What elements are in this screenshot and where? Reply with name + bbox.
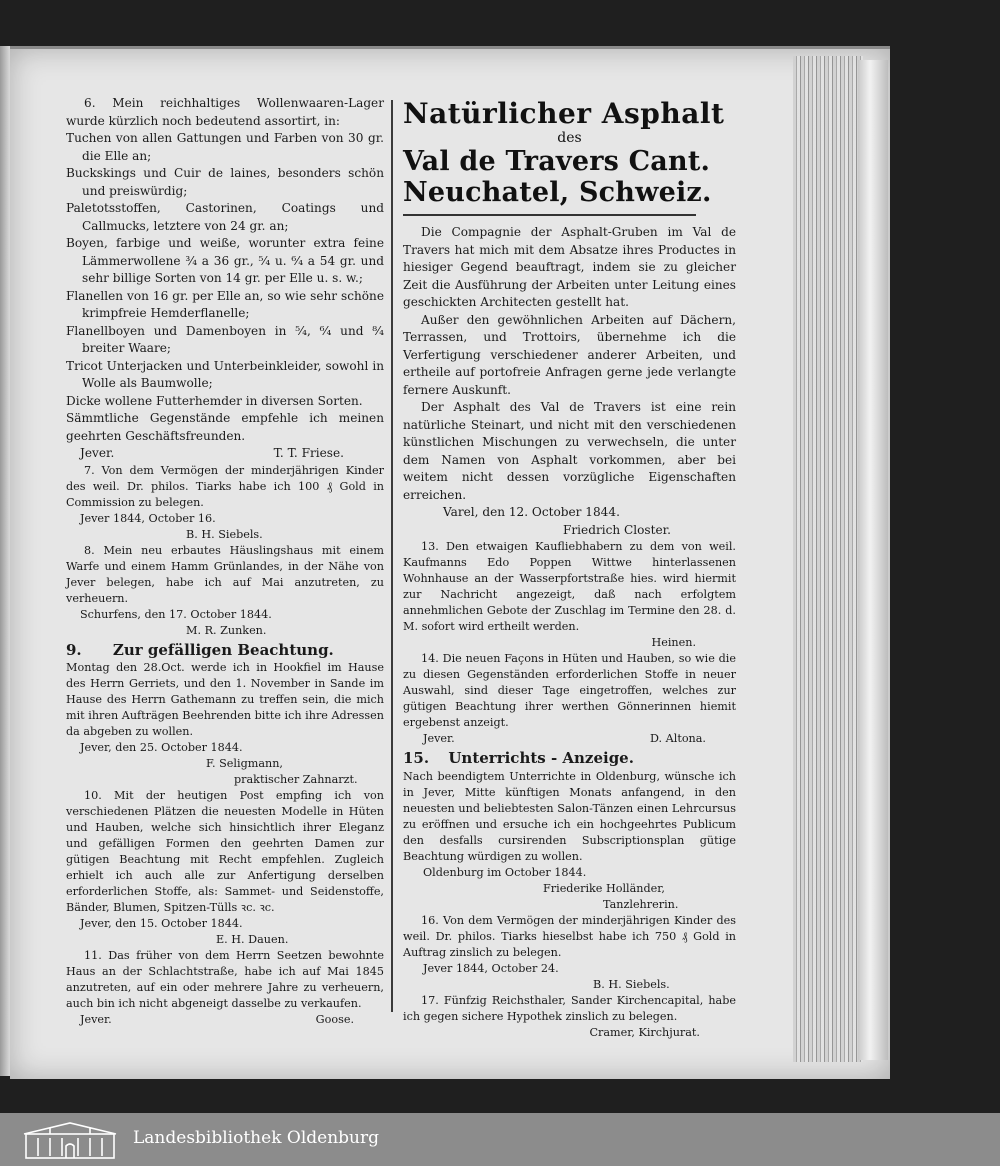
ad-15-signature: Friederike Holländer, [543, 881, 665, 895]
ad-15-title-line: Tanzlehrerin. [603, 897, 679, 911]
library-building-icon[interactable] [20, 1120, 120, 1160]
ad-11-place: Jever. [80, 1013, 112, 1026]
ad-15-title: Unterrichts - Anzeige. [448, 749, 634, 767]
ad-16-date: Jever 1844, October 24. [423, 961, 559, 975]
asphalt-title-line-3: Neuchatel, Schweiz. [403, 177, 712, 208]
ad-6-intro: 6. Mein reichhaltiges Wollenwaaren-Lager wurde kürzlich noch bedeutend assortirt, in: [66, 96, 384, 128]
ad-8-text: 8. Mein neu erbautes Häuslingshaus mit einem Warfe und einem Hamm Grünlandes, in der Nähe von Jever belegen, habe ich auf Mai anzutreten, zu verheuern. [66, 543, 384, 605]
ad-15-heading [403, 750, 736, 768]
ad-14-place: Jever. [423, 732, 455, 745]
ad-11-text: 11. Das früher von dem Herrn Seetzen bewohnte Haus an der Schlachtstraße, habe ich auf Mai 1845 anzutreten, auf ein oder mehrere Jahre zu verheuern, auch bin ich nicht abgeneigt dasselbe zu verkaufen. [66, 949, 384, 1010]
ad-17-signature: Cramer, Kirchjurat. [589, 1025, 700, 1039]
library-name[interactable]: Landesbibliothek Oldenburg [133, 1128, 380, 1148]
asphalt-date: Varel, den 12. October 1844. [443, 505, 620, 519]
ad-15-number: 15. [403, 749, 430, 767]
ad-17-text: 17. Fünfzig Reichsthaler, Sander Kirchencapital, habe ich gegen sichere Hypothek zinslich zu belegen. [403, 993, 736, 1023]
outer-page-edge [858, 60, 888, 1060]
ad-6-item: Tuchen von allen Gattungen und Farben von 30 gr. die Elle an; [66, 131, 384, 163]
asphalt-title-line-1: Natürlicher Asphalt [403, 97, 725, 130]
ad-6-item: Dicke wollene Futterhemder in diversen Sorten. [66, 393, 363, 408]
ad-6-item: Boyen, farbige und weiße, worunter extra feine Lämmerwollene ¾ a 36 gr., ⁵⁄₄ u. ⁶⁄₄ a 54 gr. und sehr billige Sorten von 14 gr. per Elle u. s. w.; [66, 236, 384, 285]
ad-7-text: 7. Von dem Vermögen der minderjährigen Kinder des weil. Dr. philos. Tiarks habe ich 100 ₰ Gold in Commission zu belegen. [66, 463, 384, 509]
ad-16-signature: B. H. Siebels. [593, 977, 670, 991]
asphalt-title-line-2: Val de Travers Cant. [403, 146, 711, 177]
ad-15-date: Oldenburg im October 1844. [423, 865, 587, 879]
ad-6-place: Jever. [80, 446, 115, 460]
ad-6-item: Tricot Unterjacken und Unterbeinkleider, sowohl in Wolle als Baumwolle; [66, 358, 384, 390]
ad-13-text: 13. Den etwaigen Kaufliebhabern zu dem von weil. Kaufmanns Edo Poppen Wittwe hinterlassenen Wohnhause an der Wasserpfortstraße hies. wird hiermit zur Nachricht angezeigt, daß nach erfolgtem annehmlichen Gebote der Zuschlag im Termine den 28. d. M. sofort wird ertheilt werden. [403, 540, 736, 633]
column-divider [391, 100, 393, 1012]
ad-15-text: Nach beendigtem Unterrichte in Oldenburg, wünsche ich in Jever, Mitte künftigen Monats anfangend, in den neuesten und beliebtesten Salon-Tänzen einen Lehrcursus zu eröffnen und ersuche ich ein hochgeehrtes Publicum den desfalls cursirenden Subscriptionsplan gütige Beachtung würdigen zu wollen. [403, 769, 736, 863]
ad-6-signature: T. T. Friese. [273, 446, 344, 460]
ad-14-signature: D. Altona. [649, 732, 706, 745]
ad-6-item: Flanellboyen und Damenboyen in ⁵⁄₄, ⁶⁄₄ und ⁸⁄₄ breiter Waare; [66, 323, 384, 355]
asphalt-para-1: Die Compagnie der Asphalt-Gruben im Val de Travers hat mich mit dem Absatze ihres Productes in hiesiger Gegend beauftragt, indem sie zu gleicher Zeit die Ausführung der Arbeiten unter Leitung eines geschickten Architecten gestellt hat. [403, 225, 736, 309]
page-stack-edges [793, 56, 863, 1062]
ad-9-text: Montag den 28.Oct. werde ich in Hookfiel im Hause des Herrn Gerriets, und den 1. November in Sande im Hause des Herrn Gathemann zu treffen sein, die mich mit ihren Aufträgen Beehrenden bitte ich ihre Adressen da abgeben zu wollen. [66, 661, 384, 738]
asphalt-para-2: Außer den gewöhnlichen Arbeiten auf Dächern, Terrassen, und Trottoirs, übernehme ich die Verfertigung verschiedener anderer Arbeiten, und ertheile auf portofreie Anfragen gerne jede verlangte fernere Auskunft. [403, 312, 736, 397]
ad-14-text: 14. Die neuen Façons in Hüten und Hauben, so wie die zu diesen Gegenständen erforderlichen Stoffe in neuer Auswahl, sind dieser Tage eingetroffen, welches zur gütigen Beachtung ihrer werthen Gönnerinnen hiemit ergebenst anzeigt. [403, 652, 736, 729]
ad-9-number: 9. [66, 640, 82, 659]
ad-10-signature: E. H. Dauen. [216, 933, 289, 946]
ad-9-date: Jever, den 25. October 1844. [80, 741, 243, 754]
ad-7-signature: B. H. Siebels. [186, 527, 263, 541]
ad-6-item: Paletotsstoffen, Castorinen, Coatings und Callmucks, letztere von 24 gr. an; [66, 201, 384, 233]
title-rule [403, 214, 696, 216]
ad-16-text: 16. Von dem Vermögen der minderjährigen Kinder des weil. Dr. philos. Tiarks hieselbst habe ich 750 ₰ Gold in Auftrag zinslich zu belegen. [403, 913, 736, 959]
ad-9-title: Zur gefälligen Beachtung. [112, 640, 334, 659]
ad-8-date: Schurfens, den 17. October 1844. [80, 607, 272, 621]
ad-11-signature: Goose. [315, 1013, 354, 1026]
ad-13-signature: Heinen. [651, 636, 696, 649]
ad-8-signature: M. R. Zunken. [186, 623, 267, 637]
asphalt-signature: Friedrich Closter. [563, 522, 671, 537]
right-column [403, 98, 736, 1041]
left-column [66, 95, 384, 1028]
ad-10-text: 10. Mit der heutigen Post empfing ich von verschiedenen Plätzen die neuesten Modelle in Hüten und Hauben, welche sich hinsichtlich ihrer Eleganz und gefälligen Formen den geehrten Damen zur gütigen Beachtung mit Recht empfehlen. Zugleich erhielt ich auch alle zur Anfertigung derselben erforderlichen Stoffe, als: Sammet- und Seidenstoffe, Bänder, Blumen, Spitzen-Tülls ꝛc. ꝛc. [66, 789, 384, 914]
ad-6-item: Flanellen von 16 gr. per Elle an, so wie sehr schöne krimpfreie Hemderflanelle; [66, 288, 384, 320]
asphalt-para-3: Der Asphalt des Val de Travers ist eine rein natürliche Steinart, und nicht mit den verschiedenen künstlichen Mischungen zu verwechseln, die unter dem Namen von Asphalt vorkommen, aber bei weitem nicht dessen vorzügliche Eigenschaften erreichen. [403, 400, 736, 502]
ad-6-item: Buckskings und Cuir de laines, besonders schön und preiswürdig; [66, 166, 384, 198]
ad-6-closing: Sämmtliche Gegenstände empfehle ich meinen geehrten Geschäftsfreunden. [66, 411, 384, 443]
ad-7-date: Jever 1844, October 16. [80, 511, 216, 525]
ad-9-heading [66, 642, 384, 660]
ad-9-signature: F. Seligmann, [206, 757, 283, 770]
asphalt-title-des: des [557, 130, 582, 146]
ad-9-title-line: praktischer Zahnarzt. [234, 773, 358, 786]
ad-10-date: Jever, den 15. October 1844. [80, 917, 243, 930]
